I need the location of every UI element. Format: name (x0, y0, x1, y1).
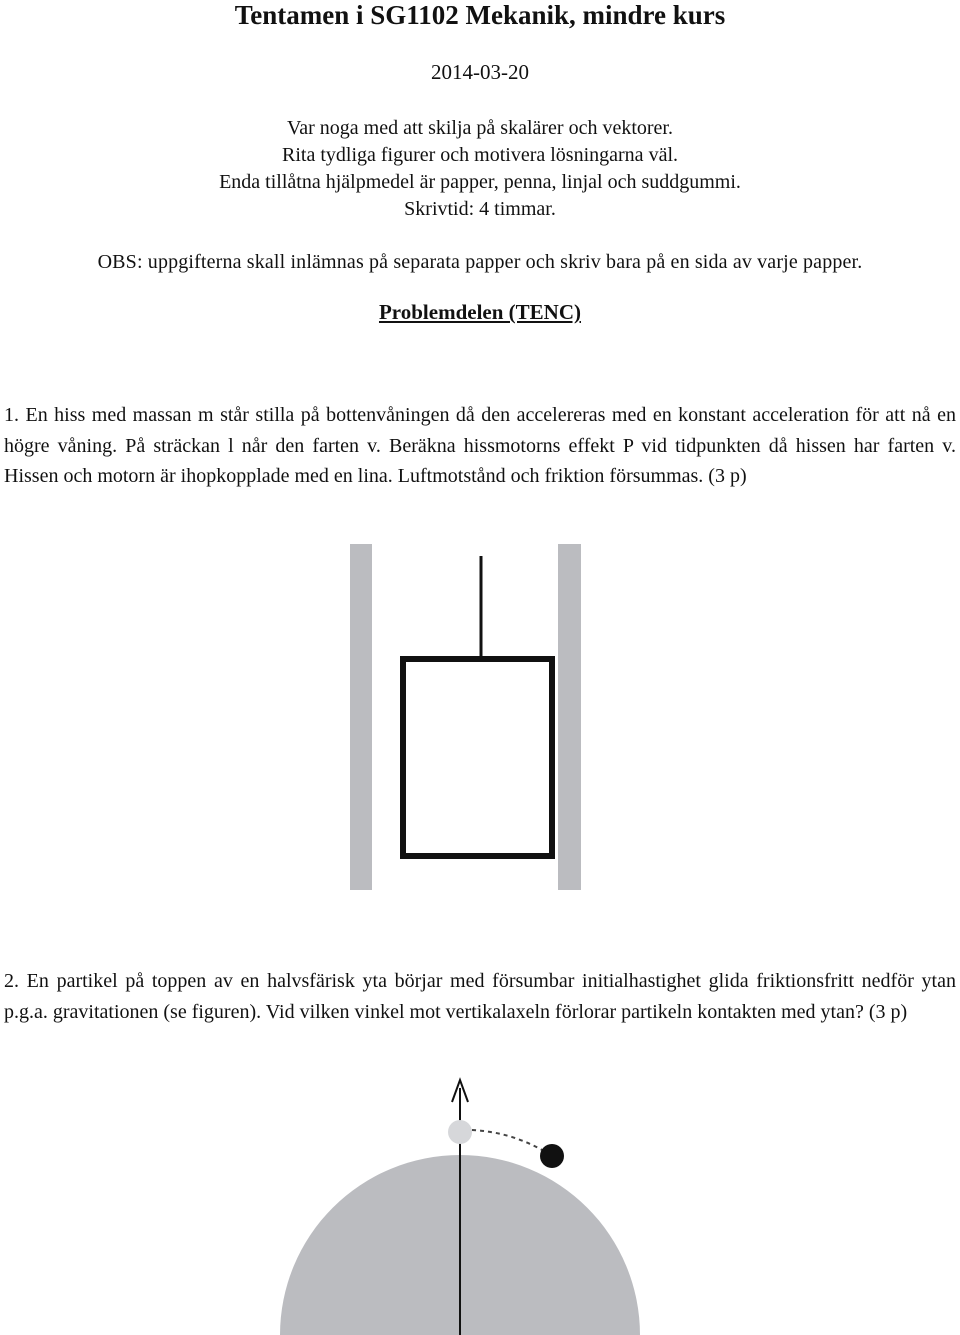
instruction-line: Skrivtid: 4 timmar. (404, 198, 556, 220)
exam-title: Tentamen i SG1102 Mekanik, mindre kurs (234, 0, 726, 30)
particle-start-position (448, 1120, 472, 1144)
right-shaft-wall (558, 544, 581, 890)
particle (540, 1144, 564, 1168)
left-shaft-wall (350, 544, 372, 890)
instructions (0, 115, 960, 223)
elevator-figure (340, 540, 620, 895)
instruction-line: Enda tillåtna hjälpmedel är papper, penna, linjal och suddgummi. (219, 171, 741, 193)
obs-note: OBS: uppgifterna skall inlämnas på separata papper och skriv bara på en sida av varje papper. (97, 251, 863, 273)
problem-1-text: 1. En hiss med massan m står stilla på bottenvåningen då den accelereras med en konstant acceleration för att nå en högre våning. På sträckan l når den farten v. Beräkna hissmotorns effekt P vid tidpunkten då hissen har farten v. Hissen och motorn är ihopkopplade med en lina. Luftmotstånd och friktion försummas. (3 p) (4, 404, 956, 487)
elevator-car (403, 659, 552, 856)
particle-trajectory (472, 1130, 542, 1150)
section-heading: Problemdelen (TENC) (378, 300, 581, 324)
problem-2-text: 2. En partikel på toppen av en halvsfärisk yta börjar med försumbar initialhastighet glida friktionsfritt nedför ytan p.g.a. gravitationen (se figuren). Vid vilken vinkel mot vertikalaxeln förlorar partikeln kontakten med ytan? (3 p) (4, 970, 956, 1023)
instruction-line: Var noga med att skilja på skalärer och vektorer. (287, 117, 673, 139)
hemisphere-figure (260, 1070, 700, 1335)
exam-date: 2014-03-20 (431, 60, 529, 84)
instruction-line: Rita tydliga figurer och motivera lösningarna väl. (282, 144, 678, 166)
